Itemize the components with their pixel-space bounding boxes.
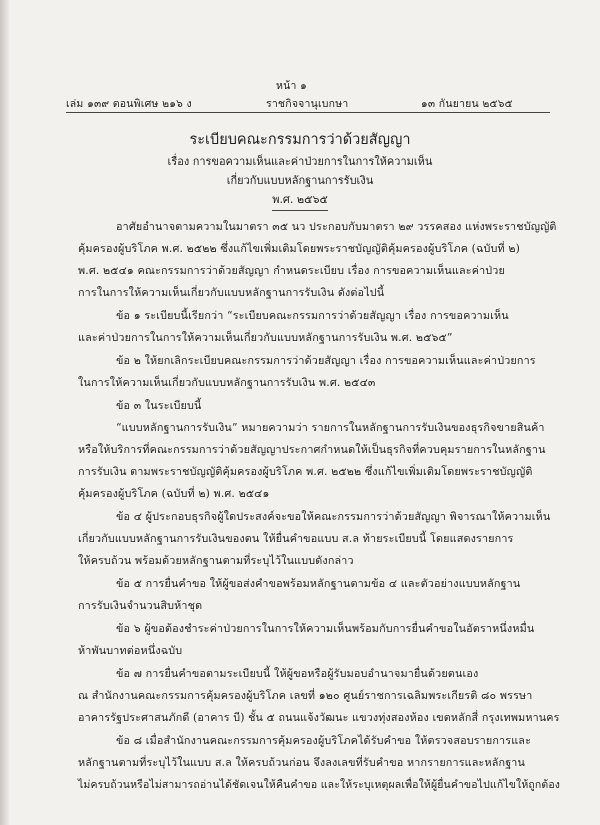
body-line: ข้อ ๒ ให้ยกเลิกระเบียบคณะกรรมการว่าด้วยสัญญา เรื่อง การขอความเห็นและค่าป่วยการ [116,354,536,367]
page-number: หน้า ๑ [276,80,307,92]
subject-line-2: เกี่ยวกับแบบหลักฐานการรับเงิน [226,174,374,187]
body-line: พ.ศ. ๒๕๔๑ คณะกรรมการว่าด้วยสัญญา กำหนดระเบียบ เรื่อง การขอความเห็นและค่าป่วย [78,264,505,277]
gazette-volume: เล่ม ๑๓๙ ตอนพิเศษ ๒๑๖ ง [66,98,192,110]
body-line: ห้าพันบาทต่อหนึ่งฉบับ [78,644,183,657]
body-line: “แบบหลักฐานการรับเงิน” หมายความว่า รายการในหลักฐานการรับเงินของธุรกิจขายสินค้า [116,421,545,434]
body-line: ข้อ ๗ การยื่นคำขอตามระเบียบนี้ ให้ผู้ขอหรือผู้รับมอบอำนาจมายื่นด้วยตนเอง [116,667,479,680]
body-line: ข้อ ๓ ในระเบียบนี้ [116,399,202,412]
document-year: พ.ศ. ๒๕๖๕ [272,193,328,206]
body-line: การรับเงินจำนวนสิบห้าชุด [78,599,203,612]
body-line: คุ้มครองผู้บริโภค (ฉบับที่ ๒) พ.ศ. ๒๕๔๑ [78,487,270,500]
body-line: อาศัยอำนาจตามความในมาตรา ๓๕ นว ประกอบกับมาตรา ๒๙ วรรคสอง แห่งพระราชบัญญัติ [116,220,557,233]
body-line: อาคารรัฐประศาสนภักดี (อาคาร บี) ชั้น ๕ ถนนแจ้งวัฒนะ แขวงทุ่งสองห้อง เขตหลักสี่ กรุงเทพมหานคร [78,711,560,724]
body-line: ข้อ ๘ เมื่อสำนักงานคณะกรรมการคุ้มครองผู้บริโภคได้รับคำขอ ให้ตรวจสอบรายการและ [116,734,532,747]
gazette-name: ราชกิจจานุเบกษา [266,98,349,110]
document-title: ระเบียบคณะกรรมการว่าด้วยสัญญา [189,132,411,148]
body-line: ในการให้ความเห็นเกี่ยวกับแบบหลักฐานการรับเงิน พ.ศ. ๒๕๔๓ [78,376,376,389]
body-line: ไม่ครบถ้วนหรือไม่สามารถอ่านได้ชัดเจนให้คืนคำขอ และให้ระบุเหตุผลเพื่อให้ผู้ยื่นคำขอไปแก้ไขให้ถูกต้อง [78,778,561,791]
body-line: หรือให้บริการที่คณะกรรมการว่าด้วยสัญญาประกาศกำหนดให้เป็นธุรกิจที่ควบคุมรายการในหลักฐาน [78,443,546,456]
body-line: เกี่ยวกับแบบหลักฐานการรับเงินของตน ให้ยื่นคำขอแบบ ส.ล ท้ายระเบียบนี้ โดยแสดงรายการ [78,532,514,545]
body-line: หลักฐานตามที่ระบุไว้ในแบบ ส.ล ให้ครบถ้วนก่อน จึงลงเลขที่รับคำขอ หากรายการและหลักฐาน [78,756,526,769]
body-line: คุ้มครองผู้บริโภค พ.ศ. ๒๕๒๒ ซึ่งแก้ไขเพิ่มเติมโดยพระราชบัญญัติคุ้มครองผู้บริโภค (ฉบับที่ ๒) [78,242,521,255]
body-line: ข้อ ๔ ผู้ประกอบธุรกิจผู้ใดประสงค์จะขอให้คณะกรรมการว่าด้วยสัญญา พิจารณาให้ความเห็น [116,510,551,523]
body-line: ณ สำนักงานคณะกรรมการคุ้มครองผู้บริโภค เลขที่ ๑๒๐ ศูนย์ราชการเฉลิมพระเกียรติ ๘๐ พรรษา [78,689,533,702]
body-line: การรับเงิน ตามพระราชบัญญัติคุ้มครองผู้บริโภค พ.ศ. ๒๕๒๒ ซึ่งแก้ไขเพิ่มเติมโดยพระราชบัญญัติ [78,465,533,478]
header-rule [66,112,550,113]
body-line: ข้อ ๕ การยื่นคำขอ ให้ผู้ขอส่งคำขอพร้อมหลักฐานตามข้อ ๔ และตัวอย่างแบบหลักฐาน [116,577,521,590]
title-divider [272,210,328,211]
body-line: การในการให้ความเห็นเกี่ยวกับแบบหลักฐานการรับเงิน ดังต่อไปนี้ [78,286,385,299]
body-line: ข้อ ๖ ผู้ขอต้องชำระค่าป่วยการในการให้ความเห็นพร้อมกับการยื่นคำขอในอัตราหนึ่งหมื่น [116,622,535,635]
body-line: ให้ครบถ้วน พร้อมด้วยหลักฐานตามที่ระบุไว้ในแบบดังกล่าว [78,554,354,567]
subject-line-1: เรื่อง การขอความเห็นและค่าป่วยการในการให้ความเห็น [167,155,433,168]
gazette-date: ๑๓ กันยายน ๒๕๖๕ [421,98,513,110]
body-line: และค่าป่วยการในการให้ความเห็นเกี่ยวกับแบบหลักฐานการรับเงิน พ.ศ. ๒๕๖๕” [78,331,453,344]
body-line: ข้อ ๑ ระเบียบนี้เรียกว่า “ระเบียบคณะกรรมการว่าด้วยสัญญา เรื่อง การขอความเห็น [116,309,509,322]
